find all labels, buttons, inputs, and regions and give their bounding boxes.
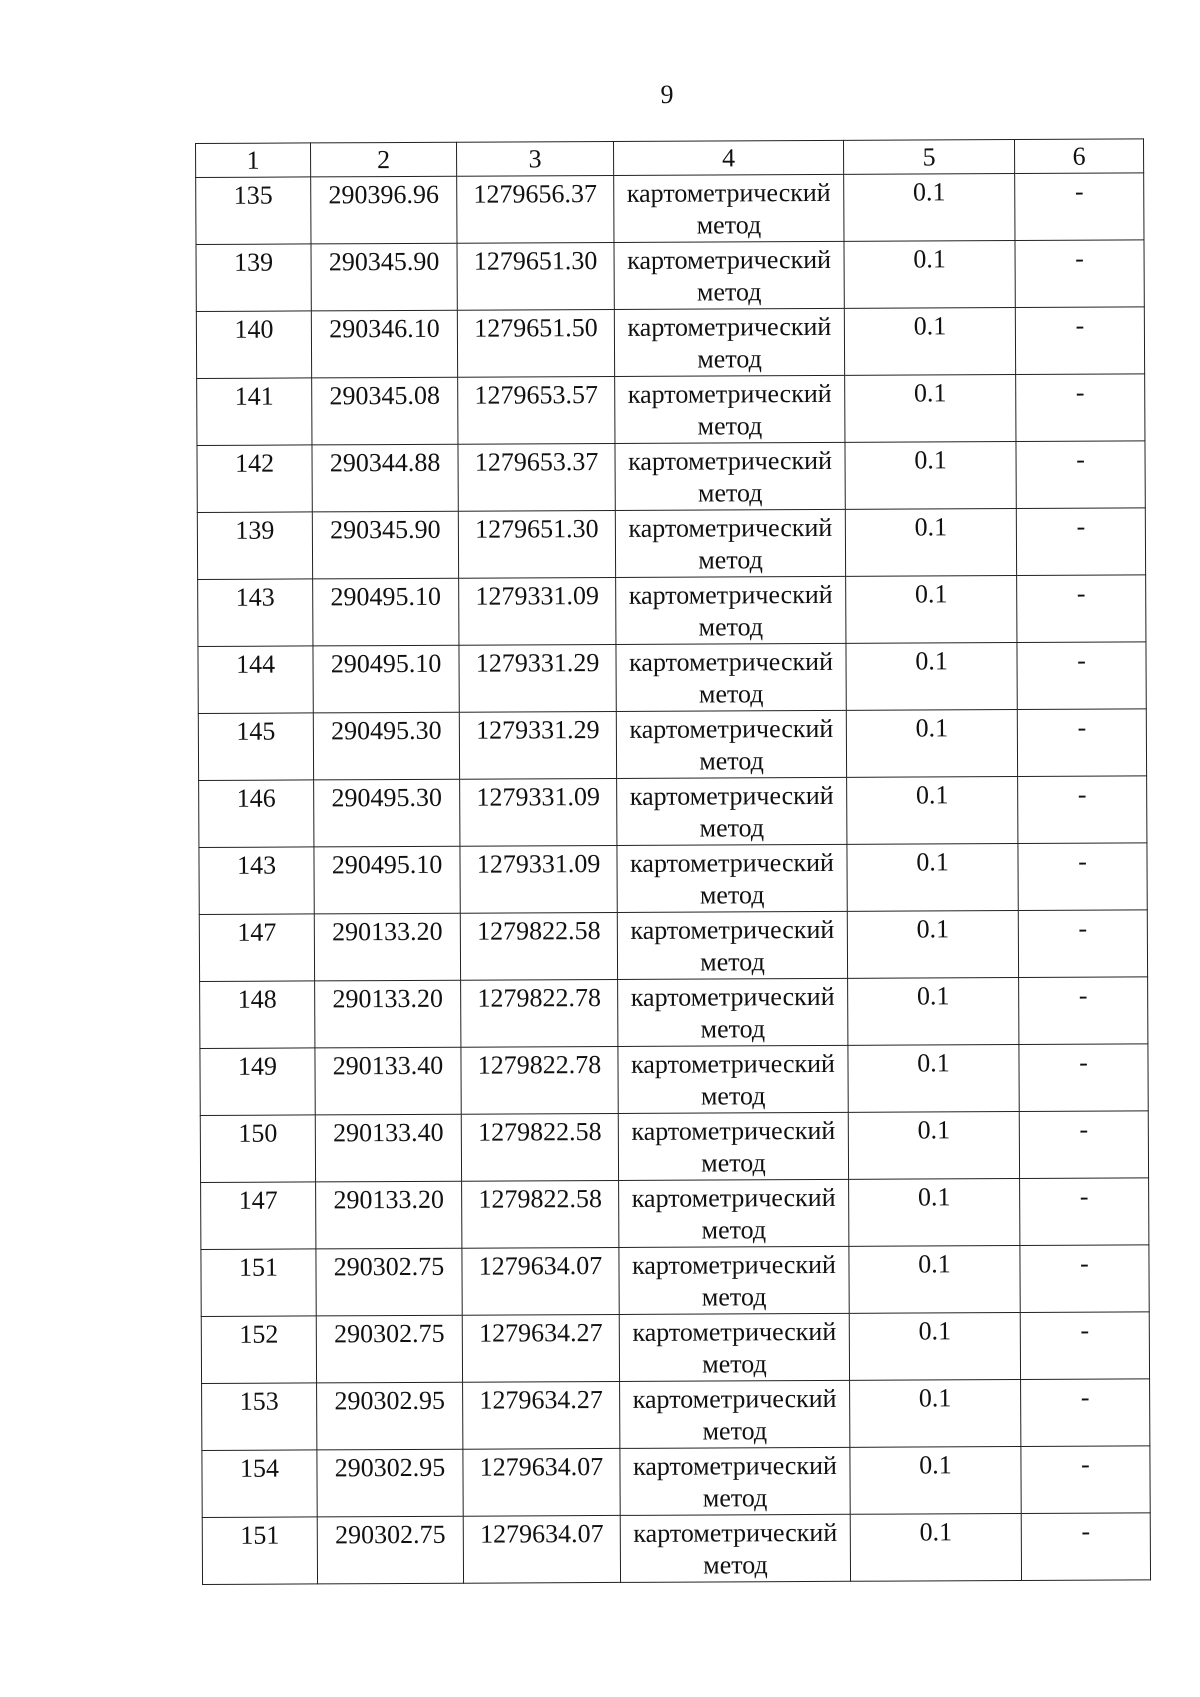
x-coordinate-cell: 290495.10 — [313, 578, 459, 646]
table-row — [202, 1446, 1150, 1518]
y-coordinate-cell: 1279651.30 — [458, 510, 615, 578]
y-coordinate-cell: 1279331.09 — [460, 845, 617, 913]
note-cell: - — [1016, 441, 1145, 509]
y-coordinate-cell: 1279822.78 — [461, 1046, 618, 1114]
table-row — [201, 1312, 1149, 1384]
method-cell: картометрический метод — [614, 308, 844, 376]
header-cell: 1 — [196, 143, 311, 178]
method-cell: картометрический метод — [620, 1514, 850, 1582]
method-cell: картометрический метод — [614, 174, 844, 242]
y-coordinate-cell: 1279822.58 — [460, 912, 617, 980]
accuracy-cell: 0.1 — [850, 1513, 1021, 1581]
accuracy-cell: 0.1 — [846, 575, 1017, 643]
accuracy-cell: 0.1 — [844, 173, 1015, 241]
header-cell: 6 — [1014, 139, 1143, 174]
note-cell: - — [1021, 1513, 1150, 1581]
method-cell: картометрический метод — [618, 1045, 848, 1113]
x-coordinate-cell: 290345.08 — [312, 377, 458, 445]
x-coordinate-cell: 290133.40 — [315, 1047, 461, 1115]
accuracy-cell: 0.1 — [849, 1312, 1020, 1380]
x-coordinate-cell: 290133.20 — [314, 913, 460, 981]
method-cell: картометрический метод — [618, 978, 848, 1046]
x-coordinate-cell: 290495.10 — [314, 846, 460, 914]
note-cell: - — [1018, 910, 1147, 978]
x-coordinate-cell: 290396.96 — [311, 176, 457, 244]
accuracy-cell: 0.1 — [844, 307, 1015, 375]
y-coordinate-cell: 1279634.07 — [463, 1448, 620, 1516]
method-cell: картометрический метод — [618, 1112, 848, 1180]
point-number-cell: 148 — [200, 981, 315, 1049]
note-cell: - — [1021, 1379, 1150, 1447]
x-coordinate-cell: 290495.10 — [313, 645, 459, 713]
table-row — [196, 173, 1144, 245]
accuracy-cell: 0.1 — [844, 240, 1015, 308]
method-cell: картометрический метод — [615, 442, 845, 510]
note-cell: - — [1018, 776, 1147, 844]
point-number-cell: 145 — [198, 713, 313, 781]
coordinates-table — [195, 138, 1151, 1585]
accuracy-cell: 0.1 — [848, 977, 1019, 1045]
x-coordinate-cell: 290495.30 — [313, 712, 459, 780]
x-coordinate-cell: 290302.75 — [316, 1315, 462, 1383]
note-cell: - — [1019, 1111, 1148, 1179]
table-row — [202, 1379, 1150, 1451]
note-cell: - — [1017, 709, 1146, 777]
x-coordinate-cell: 290345.90 — [312, 511, 458, 579]
note-cell: - — [1020, 1245, 1149, 1313]
point-number-cell: 142 — [197, 445, 312, 513]
method-cell: картометрический метод — [619, 1313, 849, 1381]
table-row — [198, 575, 1146, 647]
point-number-cell: 135 — [196, 177, 311, 245]
header-cell: 3 — [456, 141, 613, 176]
method-cell: картометрический метод — [619, 1179, 849, 1247]
table-header — [196, 139, 1144, 178]
table-row — [201, 1178, 1149, 1250]
x-coordinate-cell: 290133.40 — [315, 1114, 461, 1182]
note-cell: - — [1016, 374, 1145, 442]
y-coordinate-cell: 1279653.57 — [458, 376, 615, 444]
point-number-cell: 154 — [202, 1450, 317, 1518]
accuracy-cell: 0.1 — [848, 1044, 1019, 1112]
note-cell: - — [1021, 1446, 1150, 1514]
table-row — [198, 709, 1146, 781]
table-row — [196, 240, 1144, 312]
point-number-cell: 146 — [199, 780, 314, 848]
table-row — [200, 1111, 1148, 1183]
point-number-cell: 151 — [201, 1249, 316, 1317]
point-number-cell: 139 — [196, 244, 311, 312]
x-coordinate-cell: 290346.10 — [311, 310, 457, 378]
note-cell: - — [1019, 1044, 1148, 1112]
table-row — [199, 776, 1147, 848]
point-number-cell: 149 — [200, 1048, 315, 1116]
note-cell: - — [1017, 575, 1146, 643]
method-cell: картометрический метод — [616, 576, 846, 644]
y-coordinate-cell: 1279331.09 — [460, 778, 617, 846]
x-coordinate-cell: 290302.75 — [317, 1516, 463, 1584]
accuracy-cell: 0.1 — [849, 1245, 1020, 1313]
accuracy-cell: 0.1 — [850, 1379, 1021, 1447]
y-coordinate-cell: 1279822.78 — [461, 979, 618, 1047]
point-number-cell: 140 — [196, 311, 311, 379]
header-cell: 4 — [613, 140, 843, 175]
method-cell: картометрический метод — [614, 241, 844, 309]
point-number-cell: 147 — [199, 914, 314, 982]
y-coordinate-cell: 1279822.58 — [461, 1113, 618, 1181]
point-number-cell: 150 — [200, 1115, 315, 1183]
point-number-cell: 141 — [197, 378, 312, 446]
accuracy-cell: 0.1 — [846, 642, 1017, 710]
x-coordinate-cell: 290302.75 — [316, 1248, 462, 1316]
note-cell: - — [1020, 1312, 1149, 1380]
table-row — [200, 1044, 1148, 1116]
table-row — [196, 307, 1144, 379]
point-number-cell: 147 — [201, 1182, 316, 1250]
point-number-cell: 143 — [199, 847, 314, 915]
table-row — [198, 642, 1146, 714]
method-cell: картометрический метод — [617, 777, 847, 845]
y-coordinate-cell: 1279634.27 — [462, 1314, 619, 1382]
y-coordinate-cell: 1279653.37 — [458, 443, 615, 511]
x-coordinate-cell: 290345.90 — [311, 243, 457, 311]
y-coordinate-cell: 1279634.27 — [463, 1381, 620, 1449]
y-coordinate-cell: 1279331.09 — [459, 577, 616, 645]
method-cell: картометрический метод — [615, 375, 845, 443]
table-row — [197, 441, 1145, 513]
accuracy-cell: 0.1 — [845, 508, 1016, 576]
accuracy-cell: 0.1 — [848, 1111, 1019, 1179]
header-row — [196, 139, 1144, 178]
page-number: 9 — [660, 80, 674, 109]
note-cell: - — [1015, 173, 1144, 241]
accuracy-cell: 0.1 — [847, 910, 1018, 978]
note-cell: - — [1017, 642, 1146, 710]
note-cell: - — [1015, 307, 1144, 375]
x-coordinate-cell: 290495.30 — [314, 779, 460, 847]
method-cell: картометрический метод — [620, 1447, 850, 1515]
point-number-cell: 153 — [202, 1383, 317, 1451]
method-cell: картометрический метод — [617, 911, 847, 979]
table-row — [197, 508, 1145, 580]
table-body — [196, 173, 1151, 1585]
point-number-cell: 139 — [197, 512, 312, 580]
x-coordinate-cell: 290344.88 — [312, 444, 458, 512]
y-coordinate-cell: 1279634.07 — [462, 1247, 619, 1315]
point-number-cell: 152 — [201, 1316, 316, 1384]
note-cell: - — [1016, 508, 1145, 576]
table-row — [199, 910, 1147, 982]
method-cell: картометрический метод — [616, 643, 846, 711]
table-row — [199, 843, 1147, 915]
accuracy-cell: 0.1 — [850, 1446, 1021, 1514]
table-row — [201, 1245, 1149, 1317]
method-cell: картометрический метод — [620, 1380, 850, 1448]
x-coordinate-cell: 290302.95 — [317, 1449, 463, 1517]
y-coordinate-cell: 1279651.30 — [457, 242, 614, 310]
method-cell: картометрический метод — [617, 844, 847, 912]
header-cell: 5 — [843, 139, 1014, 174]
x-coordinate-cell: 290133.20 — [315, 980, 461, 1048]
y-coordinate-cell: 1279651.50 — [457, 309, 614, 377]
point-number-cell: 151 — [202, 1517, 317, 1585]
accuracy-cell: 0.1 — [846, 709, 1017, 777]
accuracy-cell: 0.1 — [849, 1178, 1020, 1246]
note-cell: - — [1019, 977, 1148, 1045]
table-row — [197, 374, 1145, 446]
accuracy-cell: 0.1 — [847, 843, 1018, 911]
method-cell: картометрический метод — [615, 509, 845, 577]
table-row — [202, 1513, 1150, 1585]
point-number-cell: 144 — [198, 646, 313, 714]
y-coordinate-cell: 1279331.29 — [459, 711, 616, 779]
x-coordinate-cell: 290133.20 — [316, 1181, 462, 1249]
accuracy-cell: 0.1 — [847, 776, 1018, 844]
note-cell: - — [1018, 843, 1147, 911]
method-cell: картометрический метод — [619, 1246, 849, 1314]
table-row — [200, 977, 1148, 1049]
header-cell: 2 — [311, 142, 457, 177]
accuracy-cell: 0.1 — [845, 374, 1016, 442]
method-cell: картометрический метод — [616, 710, 846, 778]
accuracy-cell: 0.1 — [845, 441, 1016, 509]
y-coordinate-cell: 1279634.07 — [463, 1515, 620, 1583]
x-coordinate-cell: 290302.95 — [317, 1382, 463, 1450]
y-coordinate-cell: 1279656.37 — [457, 175, 614, 243]
y-coordinate-cell: 1279822.58 — [462, 1180, 619, 1248]
y-coordinate-cell: 1279331.29 — [459, 644, 616, 712]
point-number-cell: 143 — [198, 579, 313, 647]
note-cell: - — [1020, 1178, 1149, 1246]
note-cell: - — [1015, 240, 1144, 308]
